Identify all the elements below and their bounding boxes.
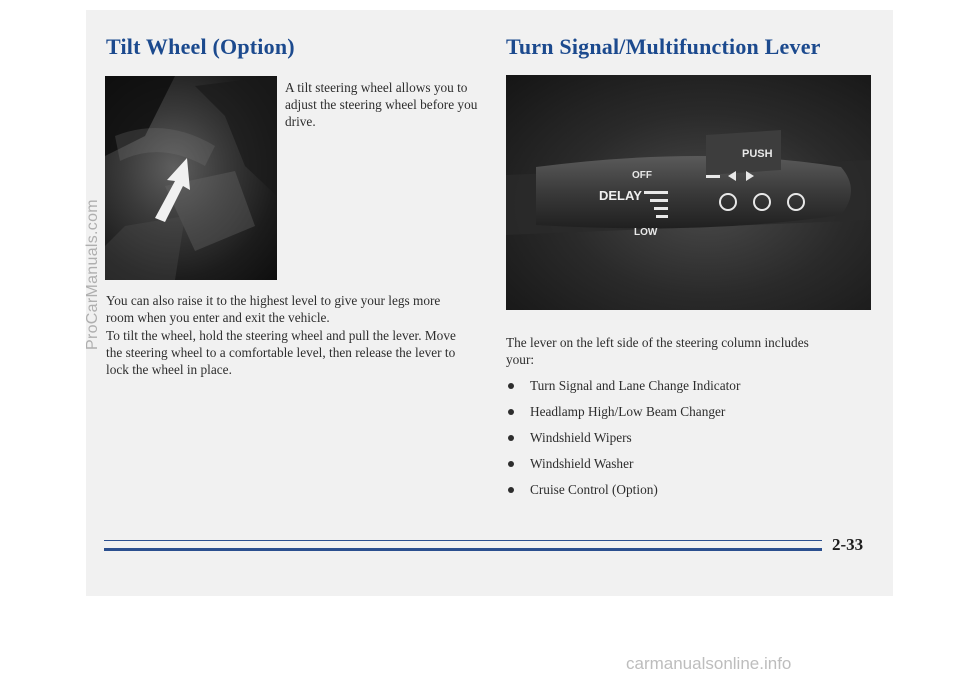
tilt-wheel-heading: Tilt Wheel (Option) xyxy=(106,34,295,59)
footer-rule-top xyxy=(104,540,822,541)
push-label: PUSH xyxy=(742,148,773,160)
footer-rule-bottom xyxy=(104,548,822,551)
turn-signal-heading: Turn Signal/Multifunction Lever xyxy=(506,34,821,59)
side-watermark: ProCarManuals.com xyxy=(84,199,101,350)
delay-label: DELAY xyxy=(599,188,642,203)
multifunction-lever-photo xyxy=(506,75,871,310)
tilt-wheel-photo xyxy=(105,76,277,280)
tilt-intro-text: A tilt steering wheel allows you to adjust the steering wheel before you drive. xyxy=(285,80,478,129)
tilt-paragraph-raise: You can also raise it to the highest level to give your legs more room when you enter and exit the vehicle. xyxy=(106,293,441,325)
tilt-paragraph-instructions: To tilt the wheel, hold the steering wheel and pull the lever. Move the steering wheel to a comfortable level, then release the lever to lock the wheel in place. xyxy=(106,328,456,377)
bullet-icon xyxy=(508,383,514,389)
low-label: LOW xyxy=(634,227,658,238)
off-label: OFF xyxy=(632,170,652,181)
lever-features-list xyxy=(506,378,740,508)
bullet-icon xyxy=(508,461,514,467)
bullet-icon xyxy=(508,487,514,493)
list-item: Windshield Washer xyxy=(506,456,740,482)
bullet-icon xyxy=(508,409,514,415)
list-item: Turn Signal and Lane Change Indicator xyxy=(506,378,740,404)
list-item: Cruise Control (Option) xyxy=(506,482,740,508)
page-number: 2-33 xyxy=(832,535,864,554)
lever-intro-text: The lever on the left side of the steering column includes your: xyxy=(506,335,809,367)
footer-watermark: carmanualsonline.info xyxy=(626,654,792,673)
list-item: Headlamp High/Low Beam Changer xyxy=(506,404,740,430)
bullet-icon xyxy=(508,435,514,441)
list-item: Windshield Wipers xyxy=(506,430,740,456)
